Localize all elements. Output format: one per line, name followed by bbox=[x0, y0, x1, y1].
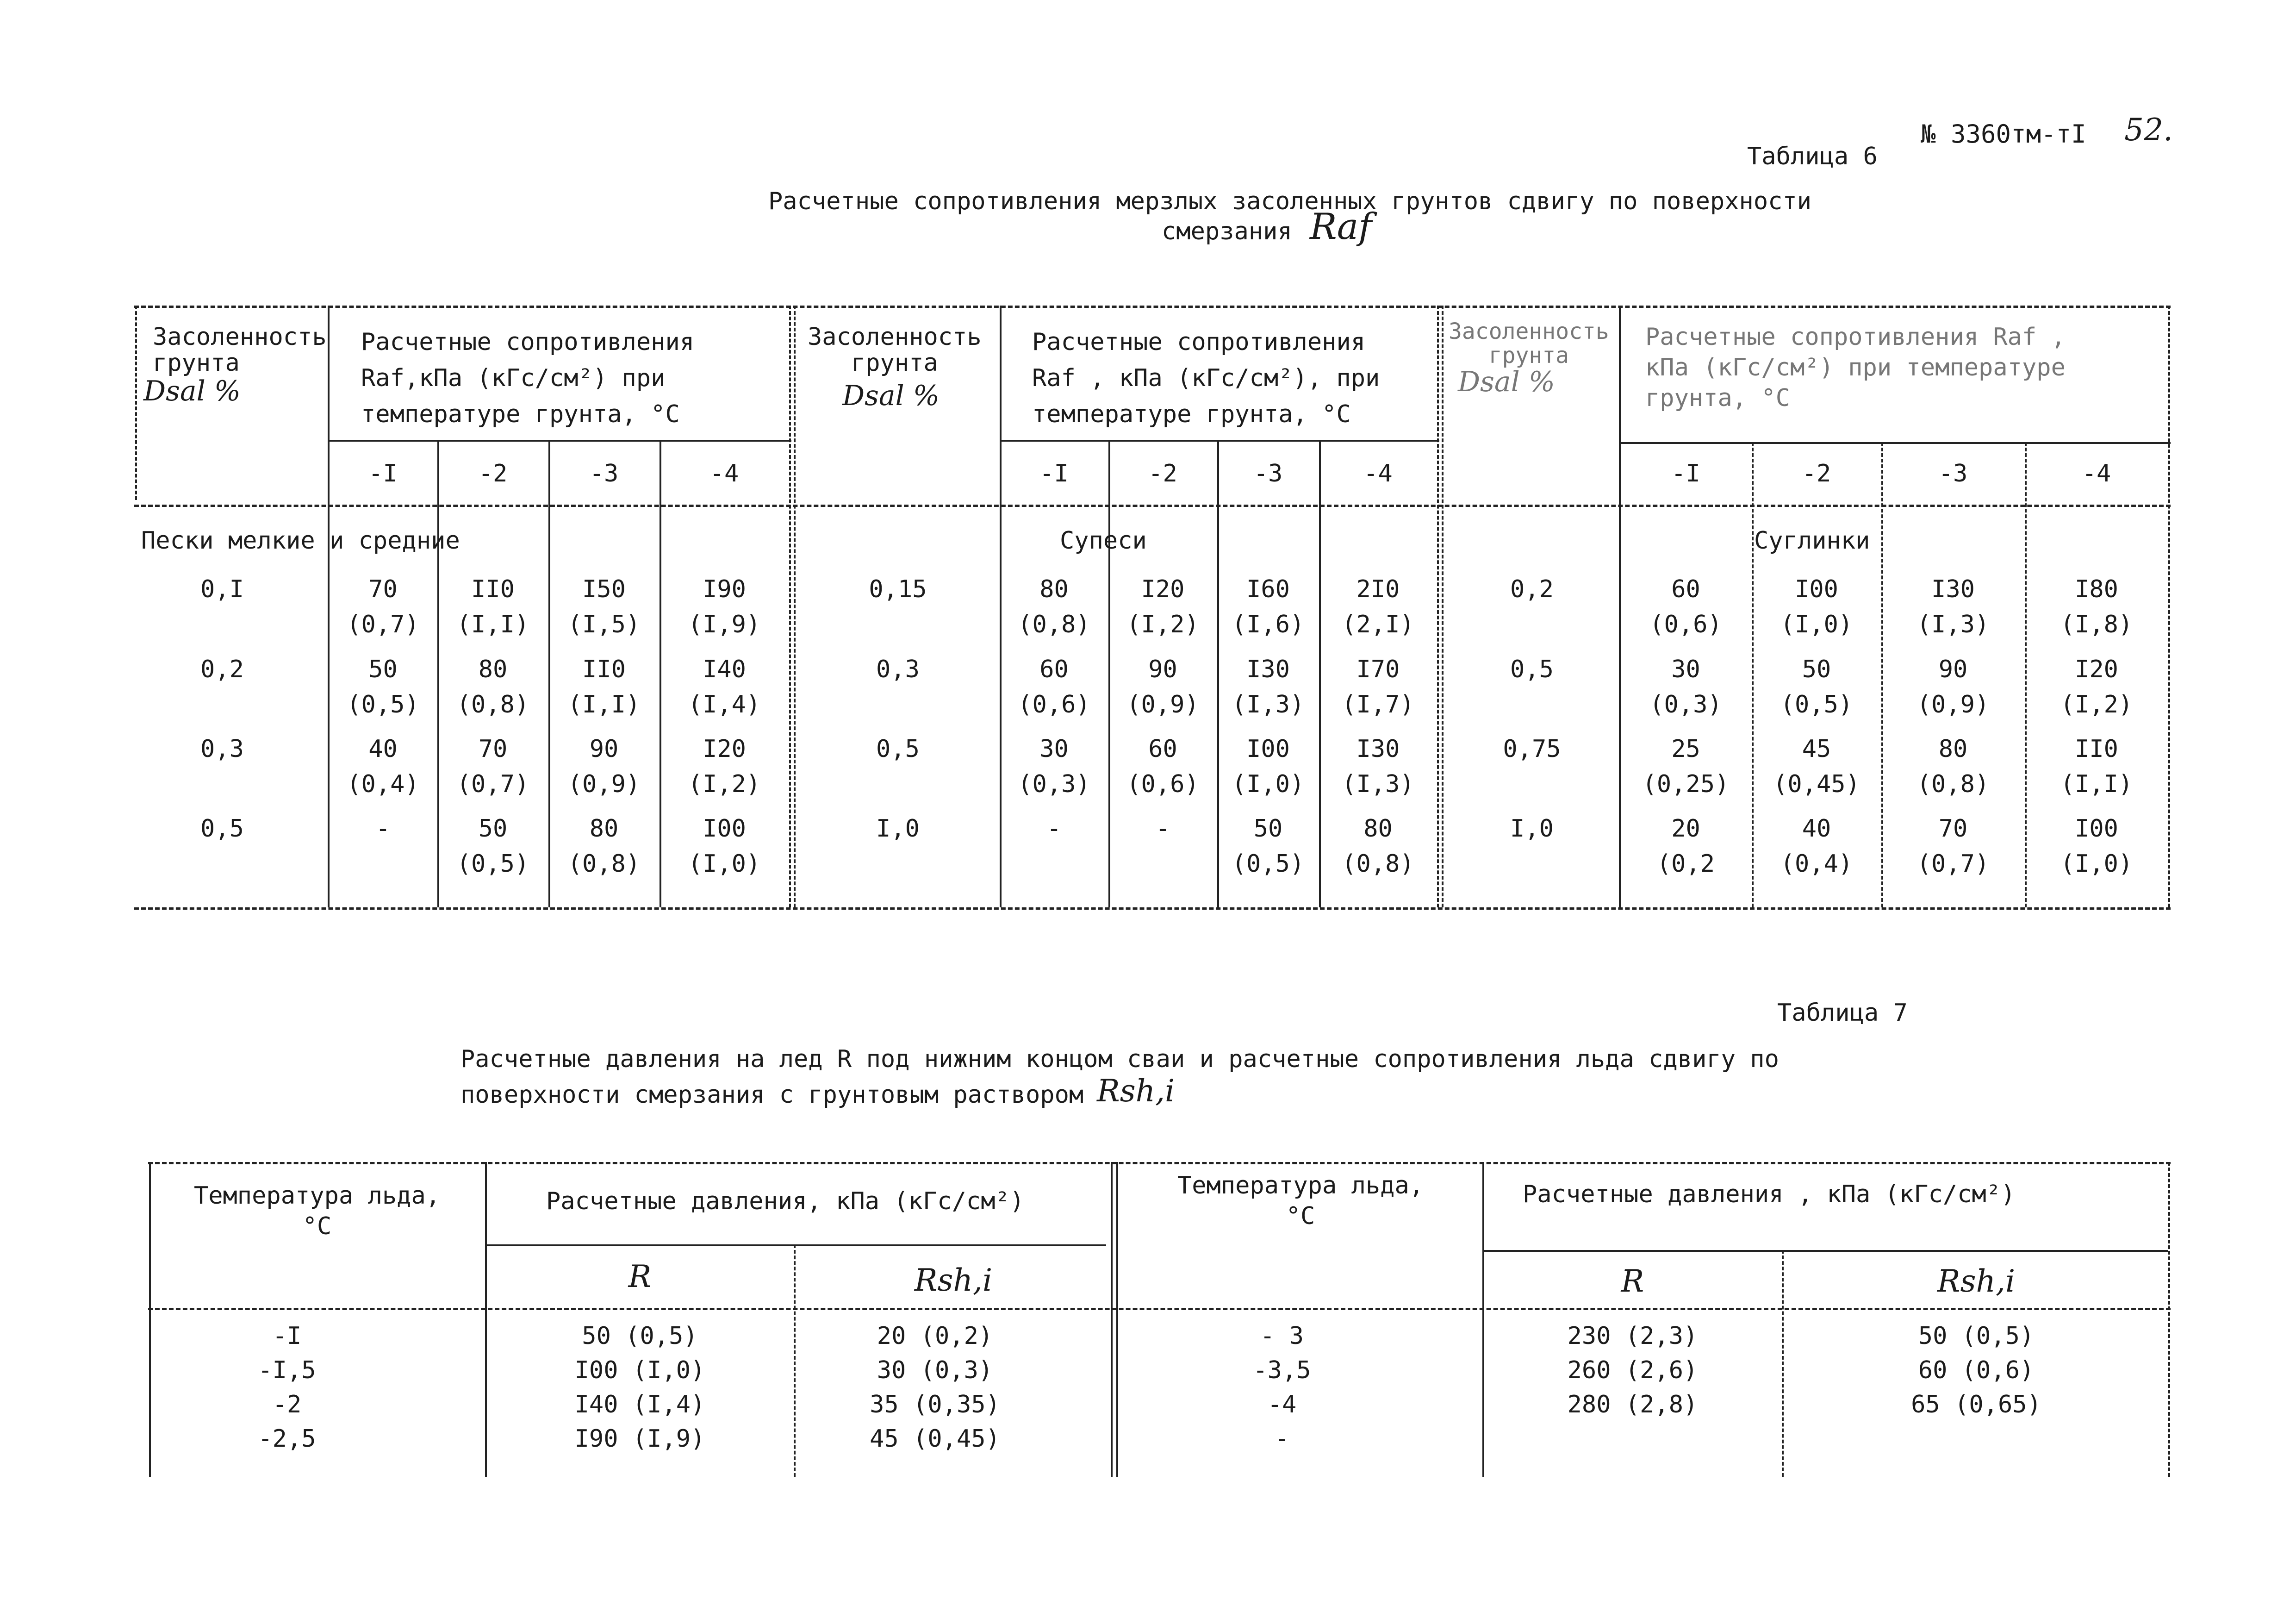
group3-salinity-header bbox=[1449, 319, 1609, 368]
temp-header: -2 bbox=[1148, 460, 1177, 487]
pressure-rsh-value: 50 (0,5) bbox=[1918, 1322, 2035, 1350]
soil-type-label: Суглинки bbox=[1754, 527, 1870, 555]
temp-header: -I bbox=[368, 460, 398, 487]
pressure-r-value: I00 (I,0) bbox=[574, 1356, 705, 1384]
table6-right-border bbox=[2168, 306, 2170, 907]
table7-left-border bbox=[149, 1162, 151, 1477]
resistance-cell: 2I0 (2,I) bbox=[1342, 575, 1414, 638]
table7-title-symbol: Rsh,i bbox=[1097, 1073, 1175, 1109]
resistance-cell: 30 (0,3) bbox=[1018, 735, 1090, 798]
temp-header-line: °C bbox=[1286, 1202, 1315, 1230]
resistance-cell: 80 (0,8) bbox=[1018, 575, 1090, 638]
resistance-cell: I20 (I,2) bbox=[1126, 575, 1199, 638]
pressure-r-value: I40 (I,4) bbox=[574, 1391, 705, 1418]
temp-header: -2 bbox=[478, 460, 508, 487]
temp-header: -3 bbox=[589, 460, 619, 487]
salinity-value: 0,5 bbox=[1510, 656, 1554, 683]
resistance-header-line: кПа (кГс/см²) при температуре bbox=[1645, 354, 2066, 381]
table7-right-pressure-header: Расчетные давления , кПа (кГс/см²) bbox=[1523, 1181, 2016, 1208]
salinity-value: 0,2 bbox=[200, 656, 244, 683]
resistance-cell: 50 (0,5) bbox=[456, 815, 529, 878]
temp-header: -I bbox=[1671, 460, 1700, 487]
resistance-header-line: Расчетные сопротивления Raf , bbox=[1645, 323, 2066, 351]
table7-top-border bbox=[148, 1162, 2171, 1164]
salinity-header-line: Засоленность bbox=[153, 323, 327, 351]
table6-group-divider bbox=[794, 306, 796, 907]
salinity-value: 0,3 bbox=[200, 735, 244, 763]
resistance-cell: 80 (0,8) bbox=[1916, 735, 1990, 798]
pressure-r-value: 260 (2,6) bbox=[1567, 1356, 1698, 1384]
salinity-header-line: грунта bbox=[153, 349, 240, 377]
salinity-value: 0,2 bbox=[1510, 575, 1554, 603]
resistance-cell: 80 (0,8) bbox=[1342, 815, 1414, 878]
resistance-cell: 25 (0,25) bbox=[1642, 735, 1730, 798]
resistance-header-line: Raf,кПа (кГс/см²) при bbox=[361, 364, 666, 392]
group1-salinity-header bbox=[153, 324, 327, 376]
salinity-value: 0,5 bbox=[200, 815, 244, 843]
group3-salinity-symbol: Dsal % bbox=[1458, 366, 1555, 398]
col-r-header: R bbox=[1621, 1263, 1644, 1299]
resistance-cell: - bbox=[1046, 815, 1062, 843]
table7-col-divider bbox=[794, 1244, 796, 1477]
resistance-cell: - bbox=[375, 815, 391, 843]
table7-right-border bbox=[2168, 1162, 2170, 1477]
table6-top-border bbox=[134, 306, 2171, 308]
salinity-value: 0,75 bbox=[1503, 735, 1561, 763]
table6-bottom-border bbox=[134, 907, 2171, 910]
pressure-rsh-value: 35 (0,35) bbox=[870, 1391, 1000, 1418]
table7-subheader-line bbox=[1483, 1250, 2168, 1252]
resistance-cell: 80 (0,8) bbox=[567, 815, 641, 878]
resistance-cell: 40 (0,4) bbox=[1780, 815, 1853, 878]
temp-header-line: °C bbox=[302, 1212, 332, 1240]
resistance-header-line: Raf , кПа (кГс/см²), при bbox=[1032, 364, 1380, 392]
table7-col-divider bbox=[1782, 1250, 1784, 1477]
resistance-cell: 60 (0,6) bbox=[1649, 575, 1722, 638]
temperature-value: - bbox=[1275, 1425, 1289, 1453]
pressure-rsh-value: 30 (0,3) bbox=[877, 1356, 993, 1384]
table7-group-divider bbox=[1116, 1162, 1118, 1477]
temperature-value: -2 bbox=[272, 1391, 302, 1418]
col-rsh-header: Rsh,i bbox=[914, 1262, 993, 1298]
pressure-rsh-value: 20 (0,2) bbox=[877, 1322, 993, 1350]
resistance-cell: I90 (I,9) bbox=[688, 575, 761, 638]
resistance-cell: 90 (0,9) bbox=[567, 735, 641, 798]
resistance-cell: I00 (I,0) bbox=[1780, 575, 1853, 638]
resistance-header-line: Расчетные сопротивления bbox=[1032, 328, 1366, 356]
resistance-cell: I40 (I,4) bbox=[688, 656, 761, 718]
table7-label: Таблица 7 bbox=[1777, 999, 1908, 1027]
resistance-header-line: температуре грунта, °C bbox=[361, 400, 680, 428]
salinity-value: 0,3 bbox=[876, 656, 920, 683]
table6-group-divider bbox=[1442, 306, 1444, 907]
resistance-cell: 30 (0,3) bbox=[1649, 656, 1722, 718]
salinity-header-line: грунта bbox=[1488, 343, 1569, 369]
col-r-header: R bbox=[628, 1259, 652, 1294]
temp-header: -4 bbox=[1363, 460, 1393, 487]
table6-group-divider bbox=[1437, 306, 1439, 907]
resistance-cell: I30 (I,3) bbox=[1342, 735, 1414, 798]
temp-header: -2 bbox=[1802, 460, 1831, 487]
table6-title-symbol: Rаf bbox=[1310, 206, 1372, 248]
group2-salinity-symbol: Dsal % bbox=[842, 380, 940, 412]
table6-subheader-line bbox=[1000, 440, 1439, 442]
resistance-cell: I00 (I,0) bbox=[2060, 815, 2133, 878]
resistance-cell: 70 (0,7) bbox=[1916, 815, 1990, 878]
resistance-cell: I00 (I,0) bbox=[688, 815, 761, 878]
resistance-cell: 50 (0,5) bbox=[1780, 656, 1853, 718]
pressure-rsh-value: 65 (0,65) bbox=[1911, 1391, 2041, 1418]
resistance-cell: I20 (I,2) bbox=[2060, 656, 2133, 718]
table6-header-bottom-border bbox=[134, 505, 2171, 507]
group2-resistance-header bbox=[1032, 324, 1380, 432]
table7-subheader-line bbox=[486, 1244, 1106, 1246]
group3-resistance-header bbox=[1645, 322, 2066, 413]
soil-type-label: Пески мелкие и средние bbox=[141, 527, 460, 555]
salinity-value: 0,15 bbox=[869, 575, 927, 603]
salinity-header-line: Засоленность bbox=[1449, 319, 1609, 344]
temperature-value: -4 bbox=[1267, 1391, 1297, 1418]
table6-title-line2: смерзания bbox=[1162, 218, 1292, 245]
table6-title-line1: Расчетные сопротивления мерзлых засоленных грунтов сдвигу по поверхности bbox=[768, 187, 1812, 215]
temperature-value: -I bbox=[272, 1322, 302, 1350]
resistance-cell: I80 (I,8) bbox=[2060, 575, 2133, 638]
group2-salinity-header bbox=[808, 324, 982, 376]
table7-title-line1: Расчетные давления на лед R под нижним концом сваи и расчетные сопротивления льда сдвигу по bbox=[460, 1045, 1779, 1073]
resistance-cell: 70 (0,7) bbox=[347, 575, 419, 638]
table7-left-pressure-header: Расчетные давления, кПа (кГс/см²) bbox=[546, 1187, 1025, 1215]
resistance-cell: II0 (I,I) bbox=[2060, 735, 2133, 798]
temp-header: -I bbox=[1039, 460, 1069, 487]
resistance-cell: I60 (I,6) bbox=[1232, 575, 1305, 638]
table7-title-line2: поверхности смерзания с грунтовым раствором bbox=[460, 1081, 1084, 1109]
pressure-rsh-value: 60 (0,6) bbox=[1918, 1356, 2035, 1384]
temperature-value: - 3 bbox=[1260, 1322, 1304, 1350]
table6-subheader-line bbox=[1620, 442, 2171, 444]
resistance-cell: II0 (I,I) bbox=[456, 575, 529, 638]
soil-type-label: Супеси bbox=[1060, 527, 1147, 555]
page-number: 52. bbox=[2124, 112, 2173, 148]
resistance-cell: 45 (0,45) bbox=[1773, 735, 1860, 798]
resistance-cell: 90 (0,9) bbox=[1916, 656, 1990, 718]
col-rsh-header: Rsh,i bbox=[1937, 1263, 2016, 1299]
table6-label: Таблица 6 bbox=[1747, 143, 1878, 170]
temp-header: -4 bbox=[2082, 460, 2111, 487]
table7-header-bottom-border bbox=[148, 1308, 2171, 1310]
resistance-cell: 60 (0,6) bbox=[1018, 656, 1090, 718]
resistance-header-line: грунта, °C bbox=[1645, 384, 1791, 412]
resistance-cell: I20 (I,2) bbox=[688, 735, 761, 798]
resistance-cell: 50 (0,5) bbox=[347, 656, 419, 718]
salinity-value: 0,I bbox=[200, 575, 244, 603]
salinity-value: I,0 bbox=[1510, 815, 1554, 843]
resistance-cell: I50 (I,5) bbox=[567, 575, 641, 638]
resistance-cell: 20 (0,2 bbox=[1656, 815, 1715, 878]
pressure-r-value: 230 (2,3) bbox=[1567, 1322, 1698, 1350]
table7-right-temp-header bbox=[1120, 1170, 1481, 1231]
resistance-header-line: температуре грунта, °C bbox=[1032, 400, 1351, 428]
pressure-r-value: I90 (I,9) bbox=[574, 1425, 705, 1453]
resistance-cell: I30 (I,3) bbox=[1916, 575, 1990, 638]
document-number: № 3360тм-тI bbox=[1921, 119, 2086, 149]
table7-group-divider bbox=[1111, 1162, 1113, 1477]
salinity-header-line: грунта bbox=[851, 349, 938, 377]
pressure-rsh-value: 45 (0,45) bbox=[870, 1425, 1000, 1453]
table6-group-divider bbox=[789, 306, 791, 907]
resistance-cell: 80 (0,8) bbox=[456, 656, 529, 718]
temperature-value: -3,5 bbox=[1253, 1356, 1311, 1384]
resistance-cell: 90 (0,9) bbox=[1126, 656, 1199, 718]
salinity-value: I,0 bbox=[876, 815, 920, 843]
resistance-cell: 70 (0,7) bbox=[456, 735, 529, 798]
temperature-value: -I,5 bbox=[258, 1356, 316, 1384]
resistance-cell: 60 (0,6) bbox=[1126, 735, 1199, 798]
pressure-r-value: 280 (2,8) bbox=[1567, 1391, 1698, 1418]
temp-header-line: Температура льда, bbox=[1177, 1172, 1424, 1199]
resistance-cell: I00 (I,0) bbox=[1232, 735, 1305, 798]
temp-header: -4 bbox=[709, 460, 739, 487]
resistance-cell: I30 (I,3) bbox=[1232, 656, 1305, 718]
resistance-cell: 50 (0,5) bbox=[1232, 815, 1305, 878]
table7-left-temp-header bbox=[153, 1181, 481, 1242]
salinity-value: 0,5 bbox=[876, 735, 920, 763]
resistance-header-line: Расчетные сопротивления bbox=[361, 328, 695, 356]
temperature-value: -2,5 bbox=[258, 1425, 316, 1453]
resistance-cell: II0 (I,I) bbox=[567, 656, 641, 718]
table6-left-border bbox=[135, 306, 137, 500]
resistance-cell: 40 (0,4) bbox=[347, 735, 419, 798]
table6-subheader-line bbox=[329, 440, 791, 442]
salinity-header-line: Засоленность bbox=[808, 323, 982, 351]
group1-salinity-symbol: Dsal % bbox=[143, 375, 241, 407]
temp-header: -3 bbox=[1938, 460, 1968, 487]
group1-resistance-header bbox=[361, 324, 694, 432]
pressure-r-value: 50 (0,5) bbox=[582, 1322, 698, 1350]
temp-header: -3 bbox=[1253, 460, 1283, 487]
temp-header-line: Температура льда, bbox=[193, 1182, 441, 1210]
resistance-cell: I70 (I,7) bbox=[1342, 656, 1414, 718]
resistance-cell: - bbox=[1155, 815, 1170, 843]
